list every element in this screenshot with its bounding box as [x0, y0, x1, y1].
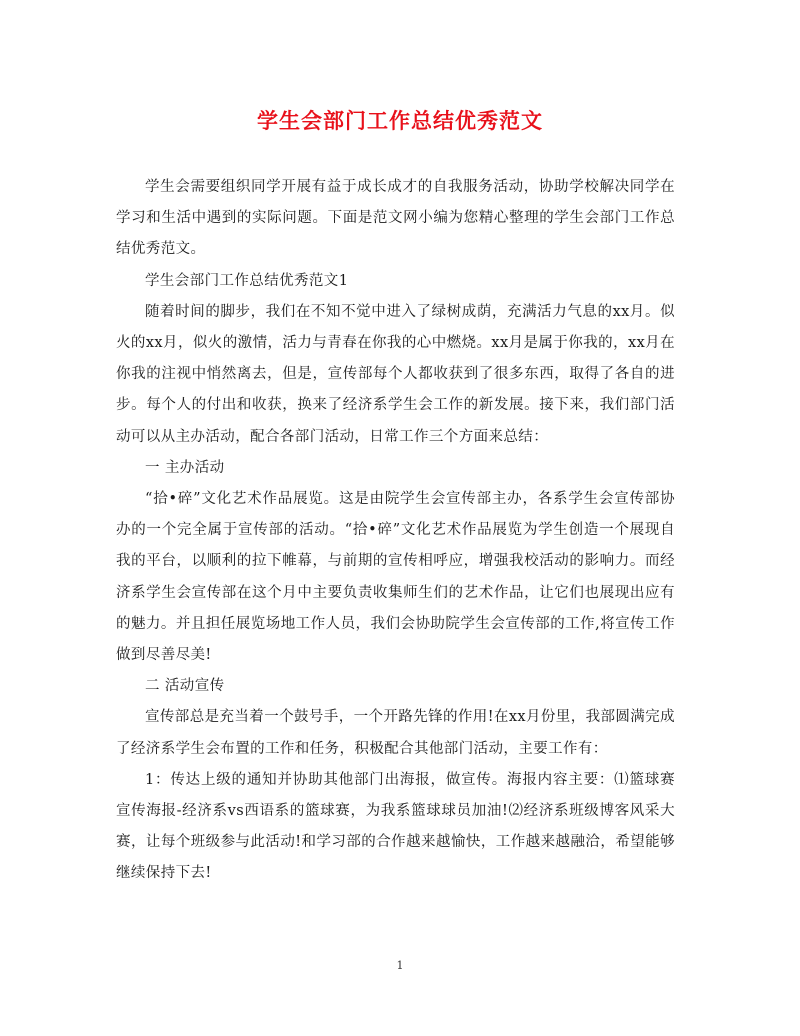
- paragraph-intro: 学生会需要组织同学开展有益于成长成才的自我服务活动，协助学校解决同学在学习和生活中遇到的实际问题。下面是范文网小编为您精心整理的学生会部门工作总结优秀范文。: [116, 179, 675, 258]
- page-number: 1: [396, 959, 404, 972]
- paragraph-promotion: 宣传部总是充当着一个鼓号手，一个开路先锋的作用!在xx月份里，我部圆满完成了经济系学生会布置的工作和任务，积极配合其他部门活动，主要工作有：: [116, 709, 675, 757]
- paragraph-exhibition: “拾•碎”文化艺术作品展览。这是由院学生会宣传部主办，各系学生会宣传部协办的一个完全属于宣传部的活动。“拾•碎”文化艺术作品展览为学生创造一个展现自我的平台，以顺利的拉下帷幕，与前期的宣传相呼应，增强我校活动的影响力。而经济系学生会宣传部在这个月中主要负责收集师生们的艺术作品，让它们也展现出应有的魅力。并且担任展览场地工作人员，我们会协助院学生会宣传部的工作,将宣传工作做到尽善尽美!: [116, 491, 675, 664]
- paragraph-posters: 1：传达上级的通知并协助其他部门出海报，做宣传。海报内容主要：⑴篮球赛宣传海报-经济系vs西语系的篮球赛，为我系篮球球员加油!⑵经济系班级博客风采大赛，让每个班级参与此活动!和学习部的合作越来越愉快，工作越来越融洽，希望能够继续保持下去!: [116, 771, 675, 882]
- document-title: 学生会部门工作总结优秀范文: [257, 108, 543, 133]
- document-body: [116, 172, 675, 890]
- section-heading-activity-promotion: 二 活动宣传: [145, 678, 225, 695]
- section-heading-hosted-activities: 一 主办活动: [145, 459, 225, 476]
- paragraph-time: 随着时间的脚步，我们在不知不觉中进入了绿树成荫，充满活力气息的xx月。似火的xx月，似火的激情，活力与青春在你我的心中燃烧。xx月是属于你我的，xx月在你我的注视中悄然离去，但是，宣传部每个人都收获到了很多东西，取得了各自的进步。每个人的付出和收获，换来了经济系学生会工作的新发展。接下来，我们部门活动可以从主办活动，配合各部门活动，日常工作三个方面来总结：: [116, 303, 675, 445]
- paragraph-subtitle: 学生会部门工作总结优秀范文1: [145, 272, 349, 289]
